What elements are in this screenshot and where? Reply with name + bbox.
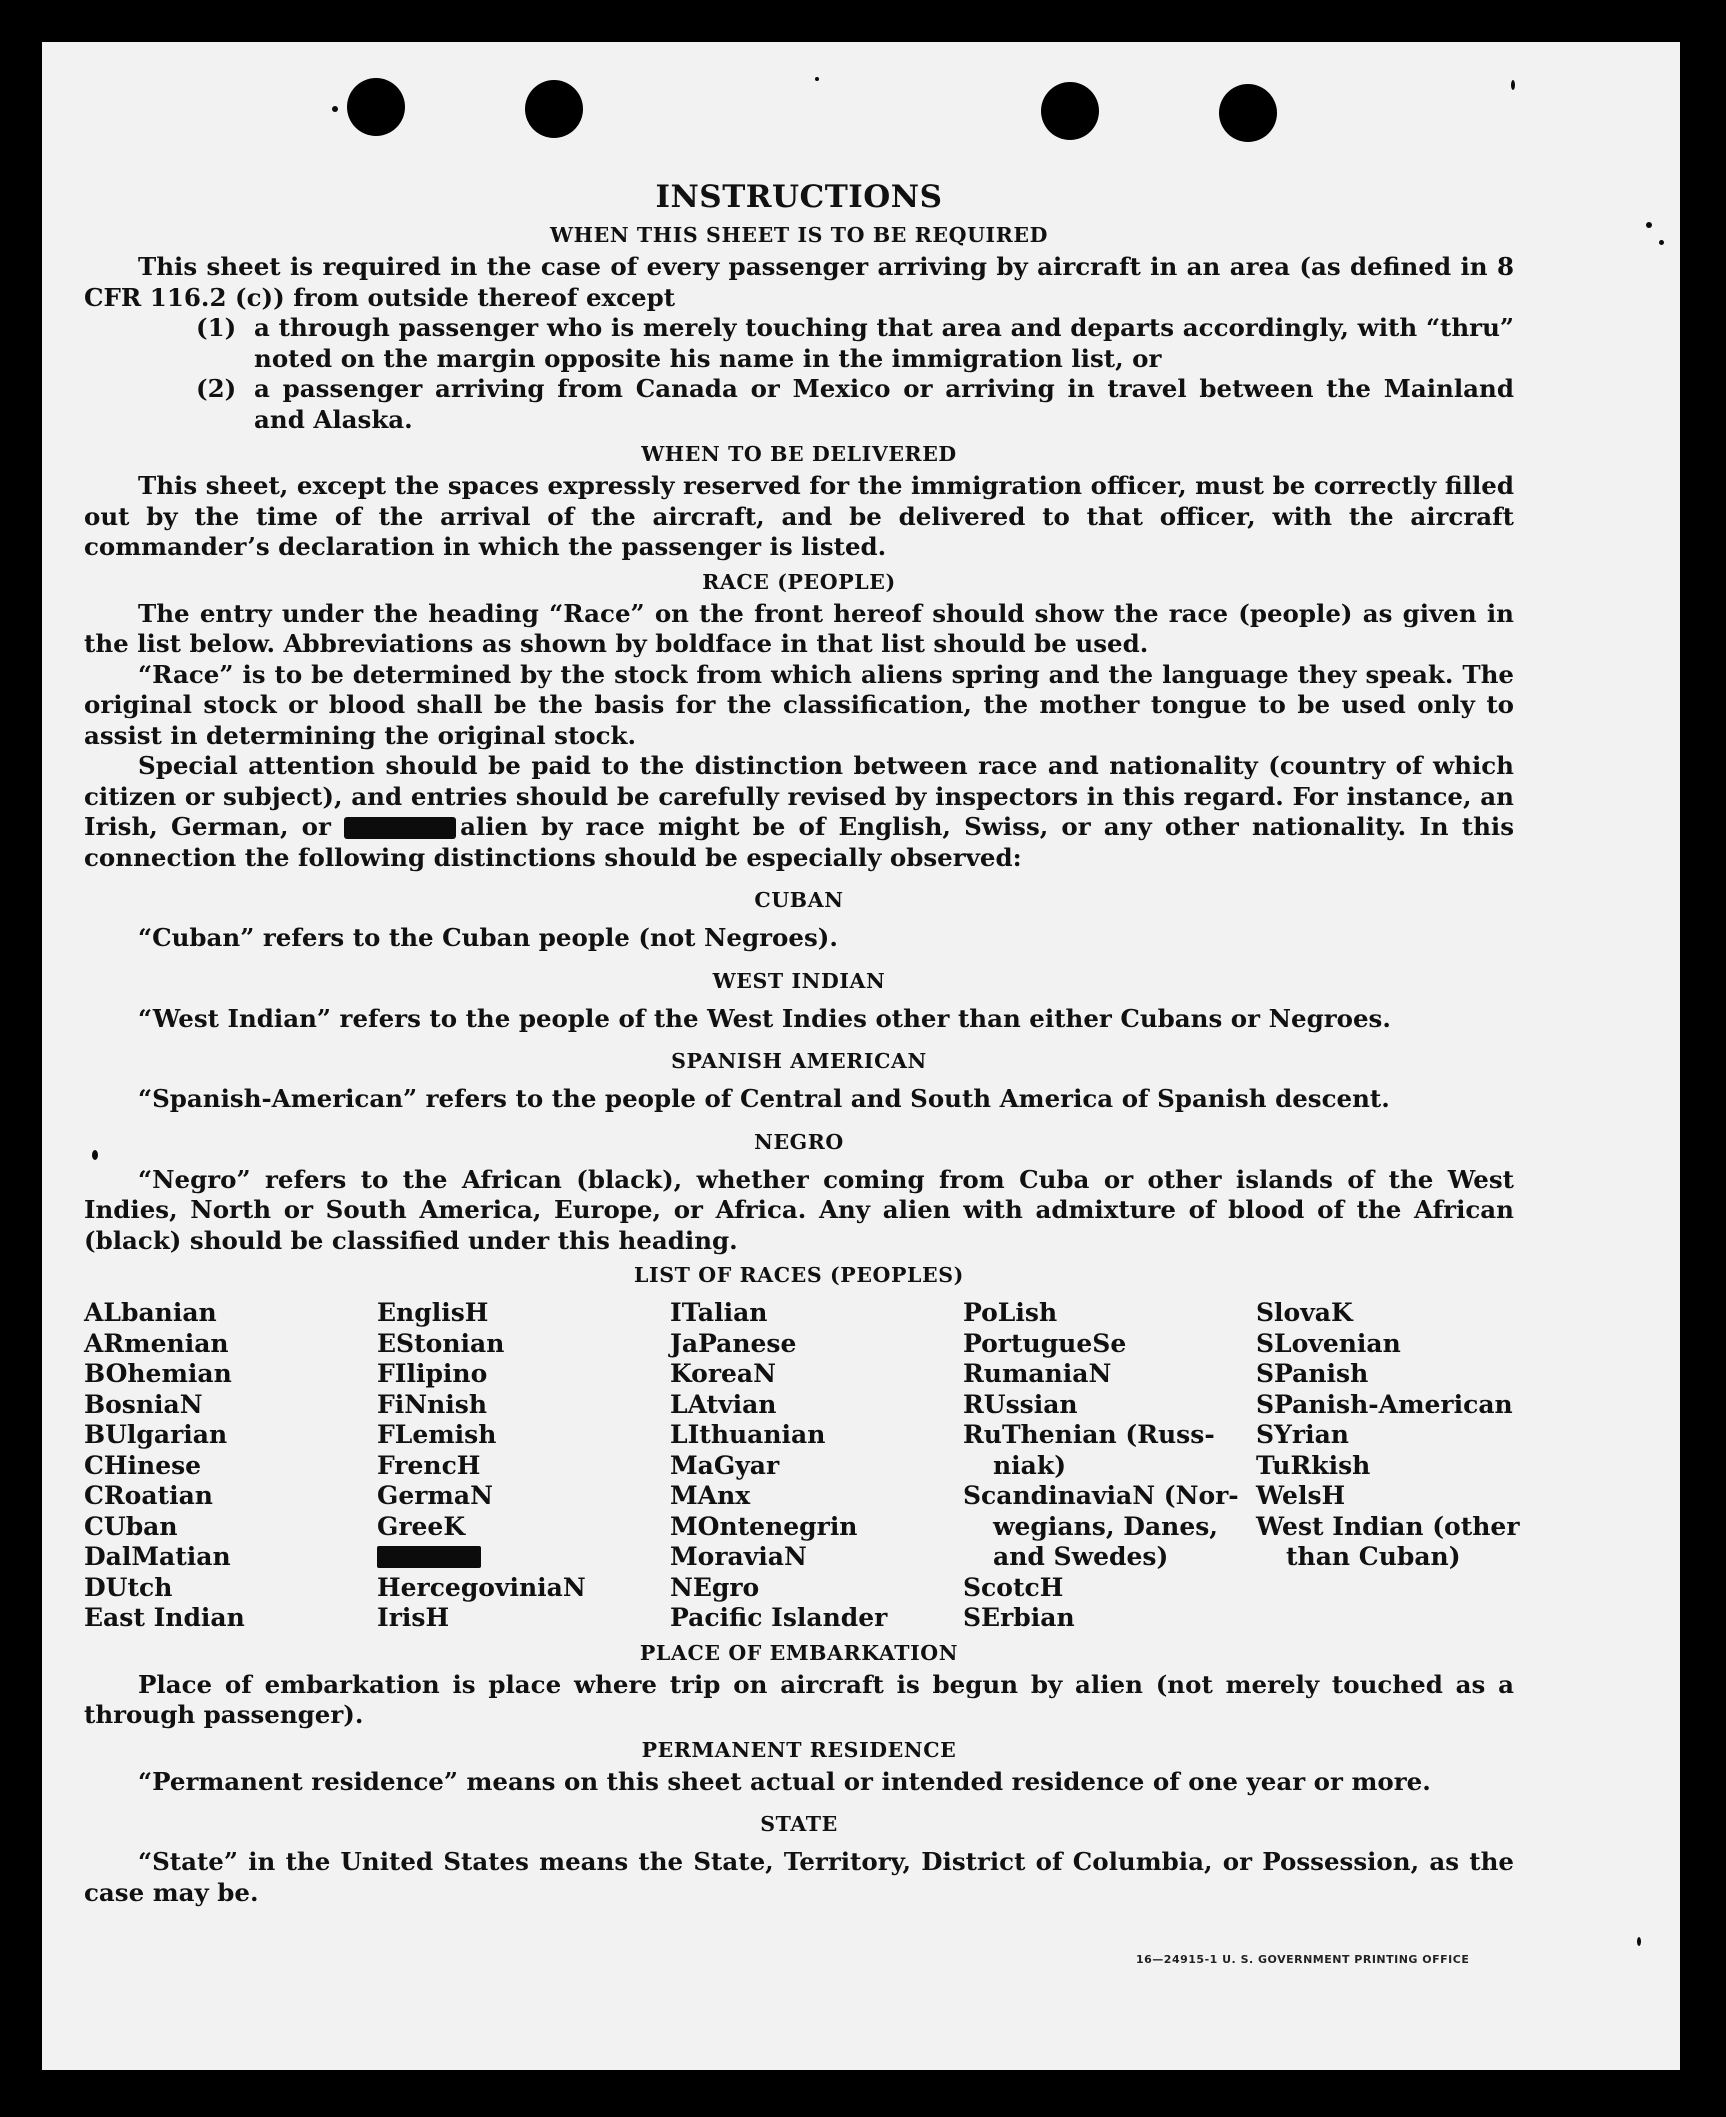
- speck: [815, 77, 819, 81]
- speck: [1646, 222, 1652, 228]
- race-paragraph-1: The entry under the heading “Race” on the front hereof should show the race (people) as given in the list below. Abbreviations as shown by boldface in that list should be used.: [84, 598, 1514, 658]
- race-entry: East Indian: [84, 1603, 245, 1632]
- race-entry: MaGyar: [670, 1450, 780, 1480]
- race-paragraph-2: “Race” is to be determined by the stock from which aliens spring and the language they speak. The original stock or blood shall be the basis for the classification, the mother tongue to be used only to assist in determining the original stock.: [84, 659, 1514, 750]
- race-entry: PoLish: [963, 1298, 1058, 1327]
- spanish-american-text: “Spanish-American” refers to the people of Central and South America of Spanish descent.: [138, 1084, 1390, 1113]
- section-heading-race: RACE (PEOPLE): [702, 569, 896, 594]
- race-entry: SYrian: [1256, 1420, 1349, 1449]
- race-entry: LIthuanian: [670, 1420, 826, 1449]
- exception-item: [196, 313, 1514, 374]
- race-entry: SErbian: [963, 1603, 1075, 1632]
- race-entry: RuThenian (Russ-: [963, 1420, 1215, 1449]
- punch-hole: [1219, 84, 1277, 142]
- speck: [1637, 1937, 1641, 1946]
- race-entry: FiNnish: [377, 1389, 488, 1419]
- race-entry: ScotcH: [963, 1572, 1064, 1602]
- section-heading-west-indian: WEST INDIAN: [712, 968, 886, 993]
- race-entry: ARmenian: [84, 1328, 229, 1358]
- race-entry: MAnx: [670, 1481, 751, 1510]
- race-paragraph-3a: Special attention should be paid to the distinction between race and nationality (country of which citizen or subject), and entries should be carefully revised by inspectors in this regard. For instance, an Irish, German, or: [84, 751, 1514, 841]
- race-entry: FrencH: [377, 1450, 481, 1480]
- race-entry-continued: and Swedes): [993, 1542, 1169, 1571]
- race-entry: ALbanian: [84, 1298, 217, 1327]
- race-entry: FLemish: [377, 1420, 497, 1449]
- race-entry: JaPanese: [670, 1328, 797, 1358]
- section-heading-list-of-races: LIST OF RACES (PEOPLES): [634, 1263, 964, 1287]
- negro-text: “Negro” refers to the African (black), whether coming from Cuba or other islands of the West Indies, North or South America, Europe, or Africa. Any alien with admixture of blood of the African (black) should be classified under this heading.: [84, 1164, 1514, 1255]
- exception-text: a through passenger who is merely touching that area and departs accordingly, with “thru” noted on the margin opposite his name in the immigration list, or: [254, 313, 1514, 373]
- race-entry: RumaniaN: [963, 1359, 1112, 1388]
- document-content: [84, 178, 1520, 1908]
- race-list: [84, 1298, 1520, 1634]
- race-entry: BOhemian: [84, 1359, 232, 1388]
- speck: [1659, 240, 1664, 245]
- race-entry-continued: niak): [993, 1450, 1067, 1480]
- race-entry-continued: wegians, Danes,: [993, 1511, 1218, 1541]
- race-column: [670, 1298, 963, 1634]
- race-entry: EStonian: [377, 1328, 505, 1358]
- section-heading-embarkation: PLACE OF EMBARKATION: [639, 1640, 959, 1665]
- embarkation-text: Place of embarkation is place where trip on aircraft is begun by alien (not merely touched as a through passenger).: [84, 1669, 1514, 1729]
- document-title: INSTRUCTIONS: [655, 179, 943, 215]
- section-heading-permanent-residence: PERMANENT RESIDENCE: [641, 1737, 957, 1762]
- race-entry: ITalian: [670, 1298, 768, 1327]
- race-entry: KoreaN: [670, 1359, 776, 1388]
- race-entry-redacted: [377, 1542, 670, 1573]
- race-entry: MoraviaN: [670, 1542, 807, 1571]
- race-entry: BUlgarian: [84, 1420, 228, 1449]
- redaction-bar: [377, 1546, 481, 1568]
- section-heading-when-delivered: WHEN TO BE DELIVERED: [641, 442, 957, 466]
- race-column: [377, 1298, 670, 1634]
- race-entry: BosniaN: [84, 1389, 203, 1419]
- race-entry: SPanish: [1256, 1359, 1369, 1388]
- race-entry: Pacific Islander: [670, 1603, 888, 1632]
- race-entry: GermaN: [377, 1481, 493, 1510]
- race-entry: GreeK: [377, 1511, 466, 1541]
- race-entry: CUban: [84, 1511, 178, 1541]
- state-text: “State” in the United States means the State, Territory, District of Columbia, or Possession, as the case may be.: [84, 1847, 1514, 1907]
- exception-number: (2): [196, 374, 237, 403]
- section-heading-negro: NEGRO: [754, 1129, 844, 1154]
- race-entry: DUtch: [84, 1572, 173, 1602]
- race-entry: SLovenian: [1256, 1328, 1401, 1358]
- race-entry: HercegoviniaN: [377, 1572, 586, 1602]
- speck: [332, 106, 338, 112]
- race-entry: RUssian: [963, 1389, 1078, 1419]
- when-delivered-text: This sheet, except the spaces expressly reserved for the immigration officer, must be correctly filled out by the time of the arrival of the aircraft, and be delivered to that officer, with the aircraft commander’s declaration in which the passenger is listed.: [84, 471, 1514, 561]
- race-entry: SlovaK: [1256, 1298, 1353, 1327]
- punch-hole: [525, 80, 583, 138]
- race-entry: DalMatian: [84, 1542, 231, 1571]
- exception-text: a passenger arriving from Canada or Mexico or arriving in travel between the Mainland and Alaska.: [254, 374, 1514, 434]
- race-entry: SPanish-American: [1256, 1389, 1513, 1419]
- race-entry: CHinese: [84, 1450, 202, 1480]
- section-heading-state: STATE: [760, 1812, 838, 1836]
- race-entry: West Indian (other: [1256, 1511, 1520, 1541]
- when-required-intro: This sheet is required in the case of every passenger arriving by aircraft in an area (as defined in 8 CFR 116.2 (c)) from outside thereof except: [84, 252, 1514, 312]
- race-entry: NEgro: [670, 1572, 760, 1602]
- exception-item: [196, 374, 1514, 435]
- race-entry: EnglisH: [377, 1298, 489, 1327]
- redaction-bar: [344, 817, 456, 839]
- section-heading-when-required: WHEN THIS SHEET IS TO BE REQUIRED: [550, 223, 1048, 247]
- race-entry: IrisH: [377, 1603, 450, 1632]
- race-paragraph-3b: alien by race might be of English, Swiss, or any other nationality. In this connection the following distinctions should be especially observed:: [84, 812, 1514, 872]
- race-entry: ScandinaviaN (Nor-: [963, 1481, 1239, 1510]
- exception-number: (1): [196, 313, 237, 342]
- race-entry: WelsH: [1256, 1481, 1346, 1510]
- race-entry: LAtvian: [670, 1389, 777, 1419]
- race-entry: CRoatian: [84, 1481, 213, 1510]
- section-heading-spanish-american: SPANISH AMERICAN: [671, 1049, 927, 1073]
- race-entry: FIlipino: [377, 1359, 488, 1388]
- race-entry: PortugueSe: [963, 1328, 1127, 1358]
- race-column: [1256, 1298, 1549, 1634]
- punch-hole: [347, 78, 405, 136]
- cuban-text: “Cuban” refers to the Cuban people (not Negroes).: [138, 923, 838, 952]
- section-heading-cuban: CUBAN: [754, 888, 844, 912]
- punch-hole: [1041, 82, 1099, 140]
- printer-imprint: 16—24915-1 U. S. GOVERNMENT PRINTING OFFICE: [1136, 1953, 1470, 1966]
- speck: [1511, 80, 1515, 90]
- west-indian-text: “West Indian” refers to the people of the West Indies other than either Cubans or Negroes.: [138, 1003, 1391, 1033]
- race-paragraph-3: [84, 751, 1514, 873]
- race-column: [84, 1298, 377, 1634]
- race-entry: MOntenegrin: [670, 1511, 858, 1541]
- race-entry-continued: than Cuban): [1286, 1542, 1461, 1571]
- permanent-residence-text: “Permanent residence” means on this sheet actual or intended residence of one year or more.: [138, 1766, 1431, 1796]
- race-column: [963, 1298, 1256, 1634]
- race-entry: TuRkish: [1256, 1450, 1371, 1480]
